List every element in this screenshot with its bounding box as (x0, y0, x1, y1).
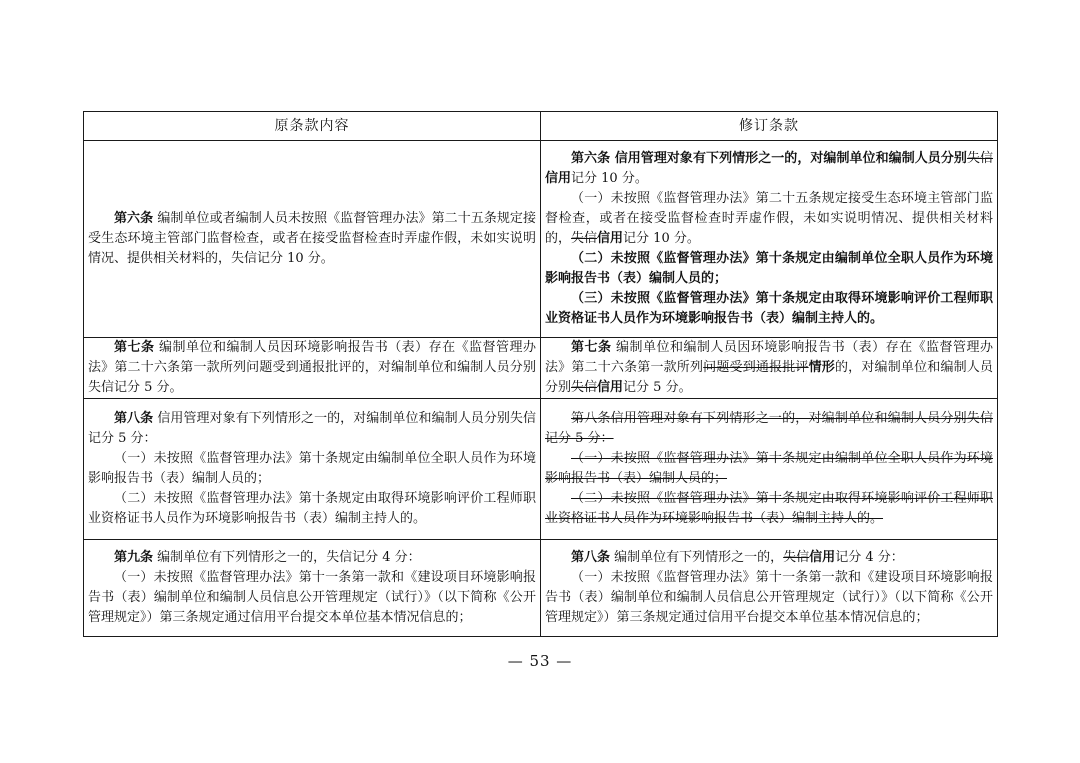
header-original: 原条款内容 (84, 112, 541, 141)
clause-paragraph (545, 449, 993, 489)
clause-text: 编制单位有下列情形之一的， (610, 550, 784, 565)
clause-paragraph (88, 548, 536, 568)
clause-paragraph (545, 249, 993, 289)
deleted-text: 失信 (571, 380, 598, 395)
deleted-text: 失信 (571, 231, 598, 246)
article-number: 第七条 (571, 340, 612, 355)
comparison-table (83, 111, 998, 637)
article-number: 第八条 (571, 550, 611, 565)
clause-paragraph (88, 568, 536, 628)
clause-paragraph (88, 409, 536, 449)
original-cell (84, 141, 541, 338)
inserted-text: 信用 (809, 550, 836, 565)
clause-text: 编制单位有下列情形之一的，失信记分 4 分： (153, 550, 421, 565)
clause-text: 编制单位和编制人员因环境影响报告书（表）存在《监督管理办法》第二十六条第一款所列问题受到通报批评的，对编制单位和编制人员分别失信记分 5 分。 (88, 340, 536, 395)
inserted-text: （三）未按照《监督管理办法》第十条规定由取得环境影响评价工程师职业资格证书人员作为环境影响报告书（表）编制主持人的。 (545, 291, 993, 326)
original-cell (84, 338, 541, 399)
article-number: 第七条 (114, 340, 155, 355)
header-revised: 修订条款 (541, 112, 998, 141)
deleted-text: （一）未按照《监督管理办法》第十条规定由编制单位全职人员作为环境影响报告书（表）编制人员的； (545, 451, 993, 486)
inserted-text: 情形 (808, 360, 835, 375)
clause-text: 的，对编制单位和编制人员分别 (545, 360, 993, 395)
table-row (84, 540, 998, 637)
clause-text: （一）未按照《监督管理办法》第十一条第一款和《建设项目环境影响报告书（表）编制单位和编制人员信息公开管理规定（试行）》（以下简称《公开管理规定》）第三条规定通过信用平台提交本单位基本情况信息的； (88, 570, 536, 625)
clause-text: 编制单位和编制人员因环境影响报告书（表）存在《监督管理办法》第二十六条第一款所列 (545, 340, 993, 375)
article-number: 第八条 (114, 411, 154, 426)
clause-text: （一）未按照《监督管理办法》第二十五条规定接受生态环境主管部门监督检查，或者在接受监督检查时弄虚作假，未如实说明情况、提供相关材料的， (545, 191, 993, 246)
clause-paragraph (545, 189, 993, 249)
clause-paragraph (88, 338, 536, 398)
revised-cell (541, 141, 998, 338)
clause-text: （二）未按照《监督管理办法》第十条规定由取得环境影响评价工程师职业资格证书人员作为环境影响报告书（表）编制主持人的。 (88, 491, 536, 526)
clause-text: 编制单位或者编制人员未按照《监督管理办法》第二十五条规定接受生态环境主管部门监督检查，或者在接受监督检查时弄虚作假，未如实说明情况、提供相关材料的，失信记分 10 分。 (88, 211, 536, 266)
page-number: — 53 — (507, 652, 573, 670)
table-row (84, 399, 998, 540)
inserted-text: 信用 (545, 171, 572, 186)
clause-paragraph (545, 489, 993, 529)
deleted-text: 失信 (783, 550, 810, 565)
clause-paragraph (545, 149, 993, 189)
clause-text: 记分 10 分。 (623, 231, 700, 246)
clause-paragraph (545, 568, 993, 628)
header-row (84, 112, 998, 141)
clause-text: （一）未按照《监督管理办法》第十条规定由编制单位全职人员作为环境影响报告书（表）编制人员的； (88, 451, 536, 486)
clause-paragraph (88, 209, 536, 269)
inserted-text: 信用 (597, 380, 624, 395)
inserted-text: 信用管理对象有下列情形之一的，对编制单位和编制人员分别 (610, 151, 967, 166)
inserted-text: （二）未按照《监督管理办法》第十条规定由编制单位全职人员作为环境影响报告书（表）编制人员的； (545, 251, 993, 286)
original-cell (84, 540, 541, 637)
clause-text: 记分 5 分。 (623, 380, 692, 395)
clause-paragraph (545, 548, 993, 568)
clause-paragraph (545, 409, 993, 449)
article-number: 第六条 (114, 211, 154, 226)
deleted-text: 问题受到通报批评 (703, 360, 809, 375)
inserted-text: 信用 (597, 231, 624, 246)
clause-paragraph (545, 289, 993, 329)
clause-text: 记分 4 分： (835, 550, 904, 565)
table-row (84, 141, 998, 338)
clause-text: 信用管理对象有下列情形之一的，对编制单位和编制人员分别失信记分 5 分： (88, 411, 536, 446)
clause-paragraph (545, 338, 993, 398)
article-number: 第六条 (571, 151, 611, 166)
clause-text: （一）未按照《监督管理办法》第十一条第一款和《建设项目环境影响报告书（表）编制单位和编制人员信息公开管理规定（试行）》（以下简称《公开管理规定》）第三条规定通过信用平台提交本单位基本情况信息的； (545, 570, 993, 625)
original-cell (84, 399, 541, 540)
clause-paragraph (88, 449, 536, 489)
deleted-text: （二）未按照《监督管理办法》第十条规定由取得环境影响评价工程师职业资格证书人员作为环境影响报告书（表）编制主持人的。 (545, 491, 993, 526)
table-row (84, 338, 998, 399)
revised-cell (541, 540, 998, 637)
deleted-text: 失信 (966, 151, 993, 166)
clause-text: 记分 10 分。 (571, 171, 648, 186)
deleted-text: 第八条信用管理对象有下列情形之一的，对编制单位和编制人员分别失信记分 5 分： (545, 411, 993, 446)
article-number: 第九条 (114, 550, 154, 565)
clause-paragraph (88, 489, 536, 529)
revised-cell (541, 399, 998, 540)
revised-cell (541, 338, 998, 399)
